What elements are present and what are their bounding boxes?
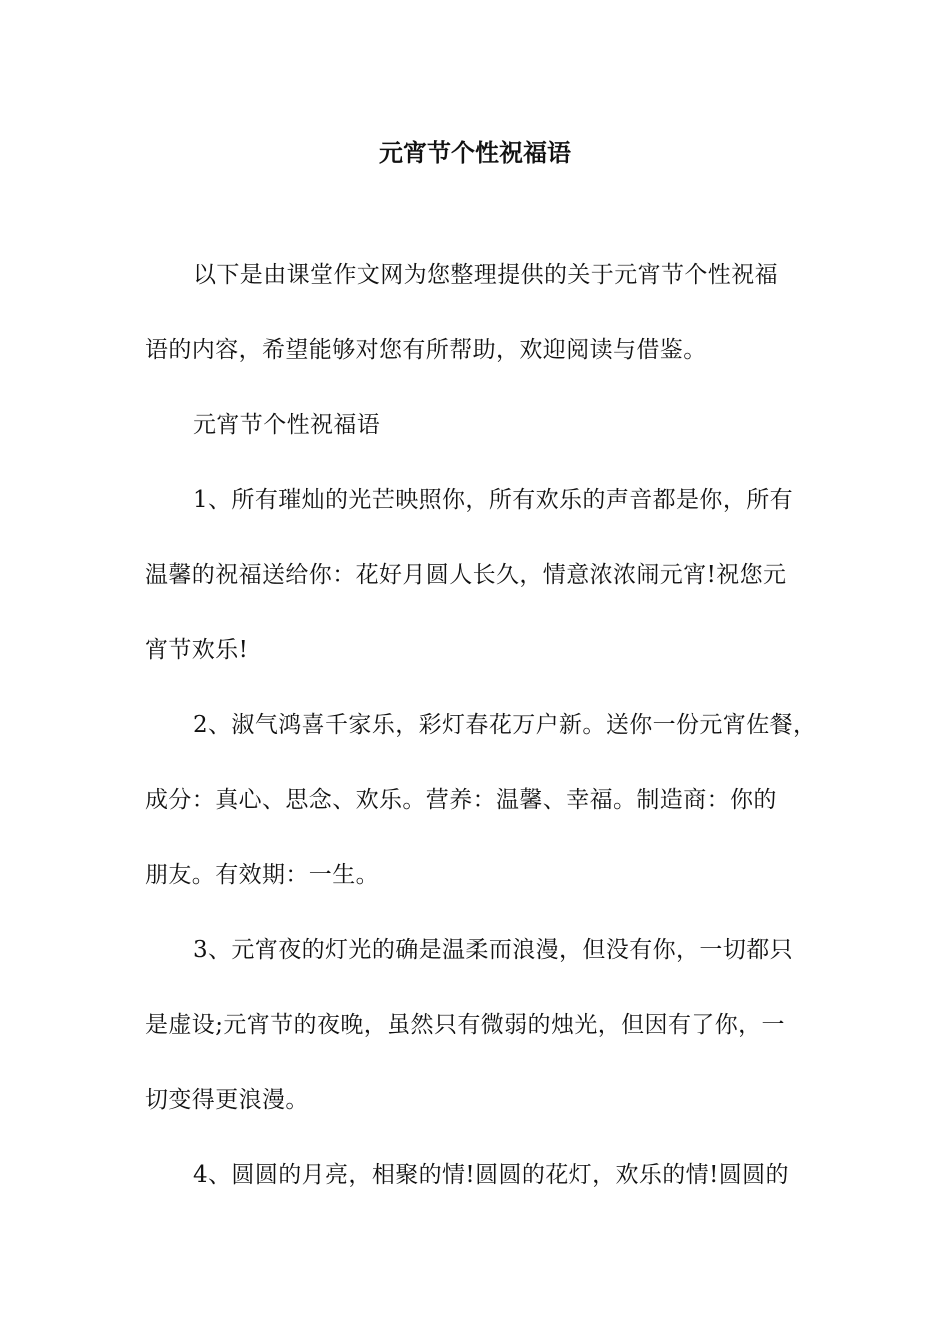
item-2-line-1: 2、淑气鸿喜千家乐，彩灯春花万户新。送你一份元宵佐餐， xyxy=(193,712,817,738)
item-3-line-3: 切变得更浪漫。 xyxy=(145,1087,309,1113)
item-2-line-3: 朋友。有效期：一生。 xyxy=(145,862,379,888)
item-4-line-1: 4、圆圆的月亮，相聚的情!圆圆的花灯，欢乐的情!圆圆的 xyxy=(193,1162,789,1188)
item-1-line-3: 宵节欢乐! xyxy=(145,637,249,663)
item-3-line-1: 3、元宵夜的灯光的确是温柔而浪漫，但没有你，一切都只 xyxy=(193,937,794,963)
item-3-line-2: 是虚设;元宵节的夜晚，虽然只有微弱的烛光，但因有了你，一 xyxy=(145,1012,785,1038)
section-heading: 元宵节个性祝福语 xyxy=(193,412,381,438)
document-title: 元宵节个性祝福语 xyxy=(379,138,571,167)
intro-line-2: 语的内容，希望能够对您有所帮助，欢迎阅读与借鉴。 xyxy=(145,337,707,363)
item-1-line-1: 1、所有璀灿的光芒映照你，所有欢乐的声音都是你，所有 xyxy=(193,487,794,513)
intro-line-1: 以下是由课堂作文网为您整理提供的关于元宵节个性祝福 xyxy=(193,262,778,288)
item-2-line-2: 成分：真心、思念、欢乐。营养：温馨、幸福。制造商：你的 xyxy=(145,787,777,813)
item-1-line-2: 温馨的祝福送给你：花好月圆人长久，情意浓浓闹元宵!祝您元 xyxy=(145,562,787,588)
